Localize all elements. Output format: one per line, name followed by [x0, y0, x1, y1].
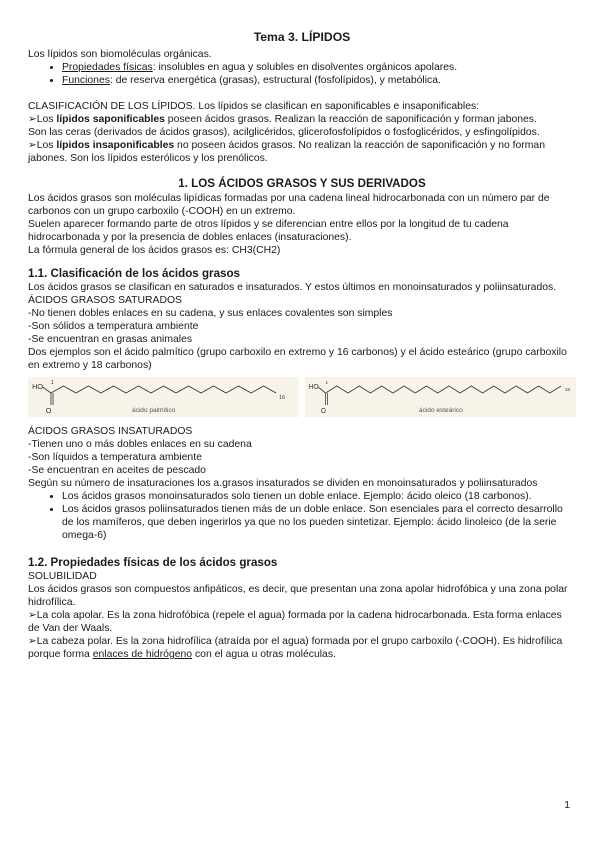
list-item	[62, 61, 576, 74]
stearic-acid-figure	[305, 377, 576, 417]
list-item: • Los ácidos grasos poliinsaturados tienen más de un doble enlace. Son esenciales para el correcto desarrollo de los mamíferos, que deben ingerirlos ya que no los pueden sintetizar. Ejemplo: ácido linoleico (de la serie omega-6)	[62, 503, 576, 542]
stearic-acid-label: ácido esteárico	[419, 407, 463, 414]
intro-text: Los lípidos son biomoléculas orgánicas.	[28, 49, 212, 60]
saponifiable-examples: Son las ceras (derivados de ácidos grasos), acilglicéridos, glicerofosfolípidos o fosfoglicéridos, y esfingolípidos.	[28, 127, 540, 138]
classification-text: CLASIFICACIÓN DE LOS LÍPIDOS. Los lípidos se clasifican en saponificables e insaponificables:	[28, 101, 480, 112]
saponifiable-paragraph: ➢Los lípidos saponificables poseen ácidos grasos. Realizan la reacción de saponificación y forman jabones.	[28, 114, 537, 125]
section-1-paragraph: Suelen aparecer formando parte de otros lípidos y se diferencian entre ellos por la longitud de tu cadena hidrocarbonada y por la presencia de dobles enlaces (insaturaciones).	[28, 219, 509, 243]
polar-head-paragraph: ➢La cabeza polar. Es la zona hidrofílica (atraída por el agua) formada por el grupo carboxilo (-COOH). Es hidrofílica porque forma enlaces de hidrógeno con el agua u otras moléculas.	[28, 636, 563, 660]
section-1-formula: La fórmula general de los ácidos grasos es: CH3(CH2)	[28, 245, 281, 256]
palmitic-acid-label: ácido palmítico	[132, 407, 176, 414]
unsaturated-line: -Se encuentran en aceites de pescado	[28, 465, 206, 476]
svg-text:1: 1	[50, 380, 54, 386]
svg-text:1: 1	[325, 380, 329, 387]
apolar-tail-paragraph: ➢La cola apolar. Es la zona hidrofóbica (repele el agua) formada por la cadena hidrocarbonada. Esta forma enlaces de Van der Waals.	[28, 610, 562, 634]
saturated-line: -No tienen dobles enlaces en su cadena, y sus enlaces covalentes son simples	[28, 308, 393, 319]
list-item-text: : insolubles en agua y solubles en disolventes orgánicos apolares.	[152, 62, 458, 73]
document-page	[28, 30, 576, 661]
list-item-label: Funciones	[62, 75, 110, 86]
section-1-2-heading: 1.2. Propiedades físicas de los ácidos grasos	[28, 556, 278, 569]
section-1-paragraph: Los ácidos grasos son moléculas lipídicas formadas por una cadena lineal hidrocarbonada con un número par de carbonos con un grupo carboxilo (-COOH) en un extremo.	[28, 193, 550, 217]
unsaturated-intro: Según su número de insaturaciones los a.grasos insaturados se dividen en monoinsaturados y poliinsaturados	[28, 478, 538, 489]
page-number: 1	[564, 800, 570, 811]
saturated-title: ÁCIDOS GRASOS SATURADOS	[28, 295, 182, 306]
hydrogen-bonds-link[interactable]: enlaces de hidrógeno	[92, 649, 193, 660]
svg-text:HO: HO	[308, 383, 319, 392]
list-item: • Los ácidos grasos monoinsaturados solo tienen un doble enlace. Ejemplo: ácido oleico (18 carbonos).	[62, 490, 576, 503]
saturated-line: -Se encuentran en grasas animales	[28, 334, 193, 345]
palmitic-acid-figure	[28, 377, 299, 417]
list-item	[62, 74, 576, 87]
saturated-line: -Son sólidos a temperatura ambiente	[28, 321, 199, 332]
unsaturated-line: -Son líquidos a temperatura ambiente	[28, 452, 202, 463]
svg-text:HO: HO	[32, 383, 44, 391]
section-1-heading: 1. LOS ÁCIDOS GRASOS Y SUS DERIVADOS	[178, 177, 426, 190]
svg-text:O: O	[45, 407, 52, 415]
unsaturated-line: -Tienen uno o más dobles enlaces en su cadena	[28, 439, 252, 450]
solubility-subtitle: SOLUBILIDAD	[28, 571, 97, 582]
unsaturated-title: ÁCIDOS GRASOS INSATURADOS	[28, 426, 193, 437]
section-1-1-heading: 1.1. Clasificación de los ácidos grasos	[28, 267, 240, 280]
intro-list	[28, 61, 576, 87]
unsaturated-list	[28, 490, 576, 542]
svg-text:O: O	[320, 407, 326, 416]
list-item-label: Propiedades físicas	[62, 62, 153, 73]
svg-text:16: 16	[279, 395, 285, 401]
section-1-1-paragraph: Los ácidos grasos se clasifican en saturados e insaturados. Y estos últimos en monoinsaturados y poliinsaturados.	[28, 282, 557, 293]
list-item-text: : de reserva energética (grasas), estructural (fosfolípidos), y metabólica.	[109, 75, 441, 86]
insaponifiable-paragraph: ➢Los lípidos insaponificables no poseen ácidos grasos. No realizan la reacción de saponificación y no forman jabones. Son los lípidos esterólicos y los prenólicos.	[28, 140, 545, 164]
page-title: Tema 3. LÍPIDOS	[253, 30, 351, 44]
section-1-2-paragraph: Los ácidos grasos son compuestos anfipáticos, es decir, que presentan una zona apolar hidrofóbica y una zona polar hidrofílica.	[28, 584, 568, 608]
saturated-examples: Dos ejemplos son el ácido palmítico (grupo carboxilo en extremo y 16 carbonos) y el ácido esteárico (grupo carboxilo en extremo y 18 carbonos)	[28, 347, 567, 371]
molecule-figures	[28, 377, 576, 417]
svg-text:18: 18	[564, 387, 570, 394]
